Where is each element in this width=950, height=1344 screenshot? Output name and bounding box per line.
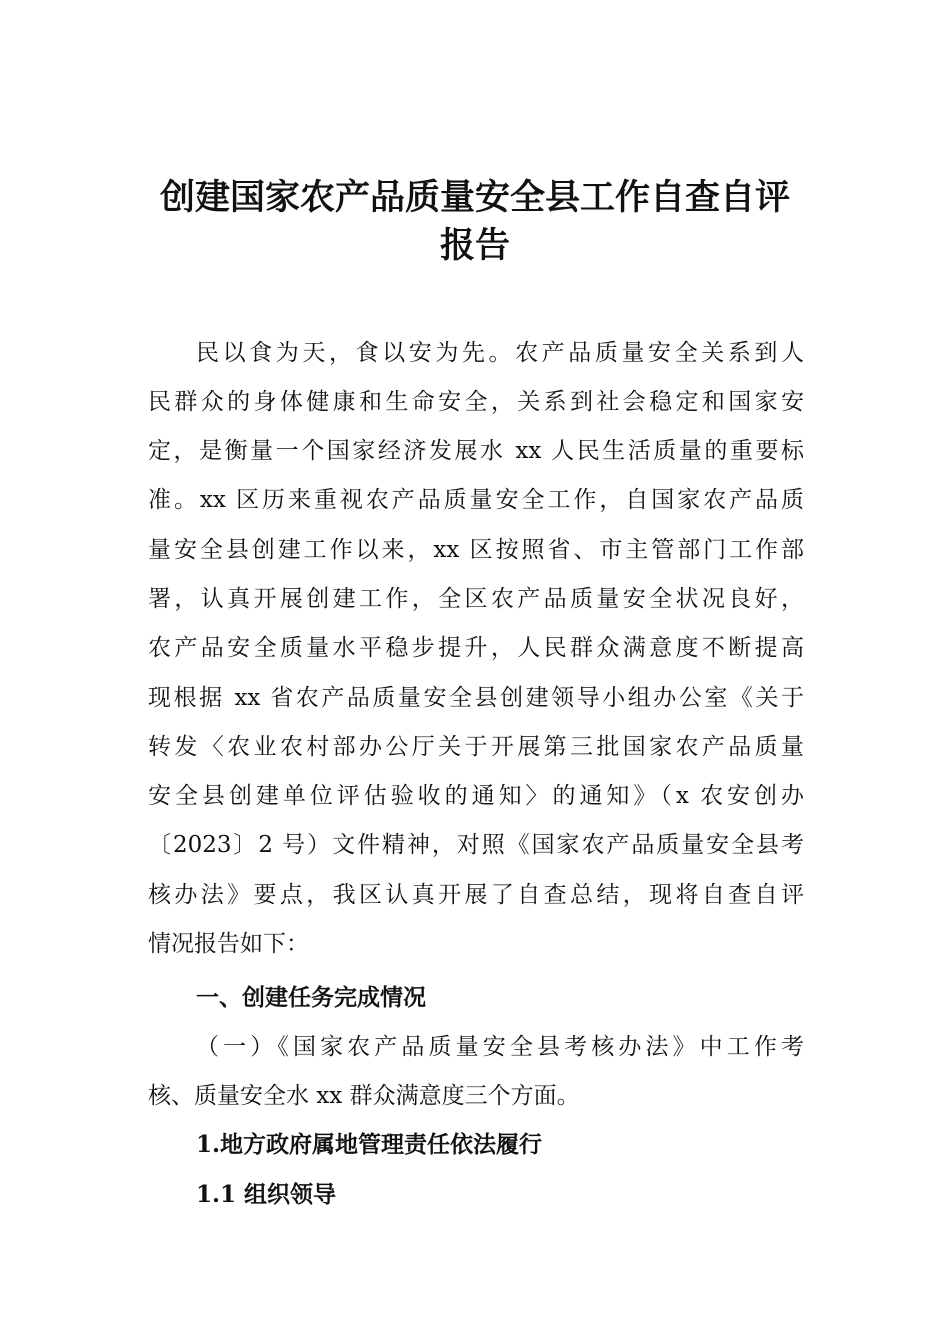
intro-paragraph-line: 民以食为天，食以安为先。农产品质量安全关系到人 (196, 340, 804, 366)
intro-paragraph-line: 民群众的身体健康和生命安全，关系到社会稳定和国家安 (148, 389, 804, 415)
intro-paragraph-line: 署，认真开展创建工作，全区农产品质量安全状况良好， (148, 586, 804, 612)
intro-paragraph-line: 情况报告如下： (148, 931, 309, 957)
intro-paragraph-line: 现根据 xx 省农产品质量安全县创建领导小组办公室《关于 (148, 685, 804, 711)
intro-paragraph-line: 转发〈农业农村部办公厅关于开展第三批国家农产品质量 (148, 734, 804, 760)
subsection-line: （一）《国家农产品质量安全县考核办法》中工作考 (196, 1034, 804, 1060)
item-heading: 1.地方政府属地管理责任依法履行 (196, 1131, 543, 1158)
subsection-line: 核、质量安全水 xx 群众满意度三个方面。 (148, 1083, 580, 1109)
document-title-line-1: 创建国家农产品质量安全县工作自查自评 (159, 177, 790, 218)
subitem-heading: 1.1 组织领导 (196, 1181, 337, 1208)
intro-paragraph-line: 准。xx 区历来重视农产品质量安全工作，自国家农产品质 (148, 487, 804, 513)
document-title-line-2: 报告 (439, 225, 510, 266)
intro-paragraph-line: 农产品安全质量水平稳步提升，人民群众满意度不断提高 (148, 635, 804, 661)
intro-paragraph-line: 定，是衡量一个国家经济发展水 xx 人民生活质量的重要标 (148, 438, 804, 464)
intro-paragraph-line: 安全县创建单位评估验收的通知〉的通知》（x 农安创办 (148, 783, 804, 809)
intro-paragraph-line: 〔2023〕2 号）文件精神，对照《国家农产品质量安全县考 (148, 832, 804, 858)
intro-paragraph-line: 核办法》要点，我区认真开展了自查总结，现将自查自评 (148, 882, 804, 908)
intro-paragraph-line: 量安全县创建工作以来，xx 区按照省、市主管部门工作部 (148, 537, 804, 563)
section-heading: 一、创建任务完成情况 (196, 985, 426, 1011)
